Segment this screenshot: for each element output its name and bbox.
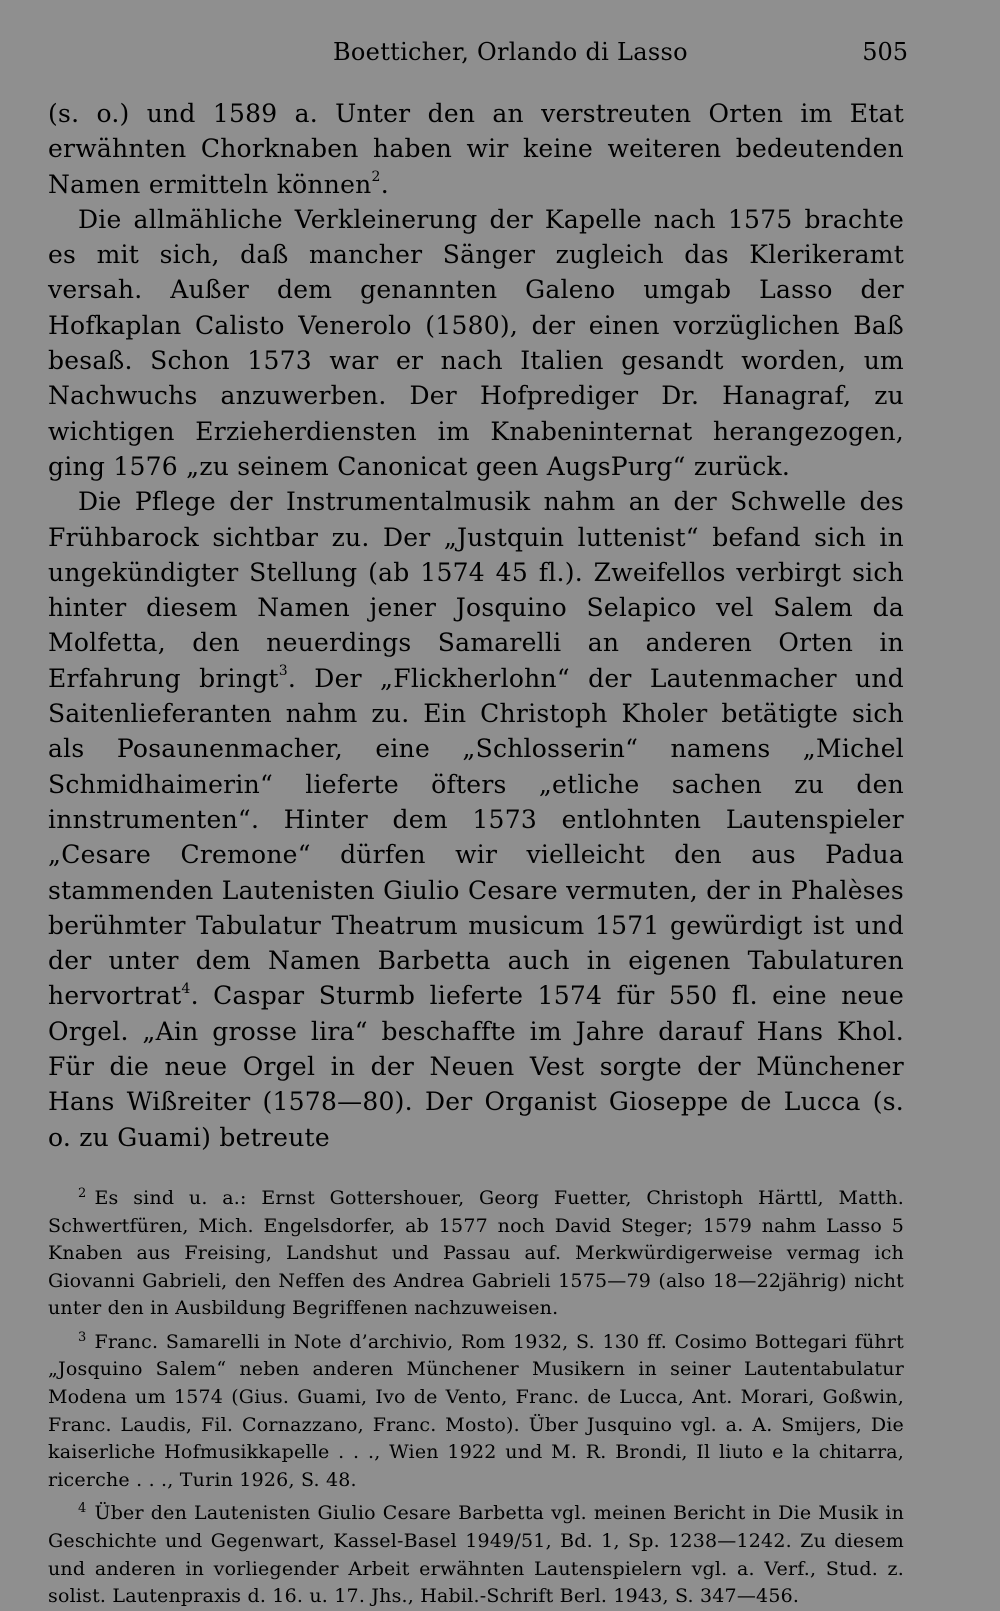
main-text bbox=[48, 96, 904, 1155]
running-head bbox=[48, 38, 908, 78]
paragraph-3 bbox=[48, 484, 904, 1155]
footnote-2 bbox=[48, 1185, 904, 1323]
paragraph-3-part-2: . Der „Flickherlohn“ der Lautenmacher und Saitenlieferanten nahm zu. Ein Christoph Kholer betätigte sich als Posaunenmacher, eine „Schlosserin“ namens „Michel Schmidhaimerin“ lieferte öfters „etliche sachen zu den innstrumenten“. Hinter dem 1573 entlohnten Lautenspieler „Cesare Cremone“ dürfen wir vielleicht den aus Padua stammenden Lautenisten Giulio Cesare vermuten, der in Phalèses berühmter Tabulatur Theatrum musicum 1571 gewürdigt ist und der unter dem Namen Barbetta auch in eigenen Tabulaturen hervortrat bbox=[48, 663, 905, 1011]
footnote-mark: 4 bbox=[78, 1501, 87, 1517]
paragraph-3-part-3: . Caspar Sturmb lieferte 1574 für 550 fl. eine neue Orgel. „Ain grosse lira“ beschaffte im Jahre darauf Hans Khol. Für die neue Orgel in der Neuen Vest sorgte der Münchener Hans Wißreiter (1578—80). Der Organist Gioseppe de Lucca (s. o. zu Guami) betreute bbox=[48, 981, 904, 1152]
footnote-mark: 2 bbox=[78, 1185, 87, 1201]
paragraph-2: Die allmähliche Verkleinerung der Kapelle nach 1575 brachte es mit sich, daß mancher Sänger zugleich das Klerikeramt versah. Außer dem genannten Galeno umgab Lasso der Hofkaplan Calisto Venerolo (1580), der einen vorzüglichen Baß besaß. Schon 1573 war er nach Italien gesandt worden, um Nachwuchs anzuwerben. Der Hofprediger Dr. Hanagraf, zu wichtigen Erzieherdiensten im Knabeninternat herangezogen, ging 1576 „zu seinem Canonicat geen AugsPurg“ zurück. bbox=[48, 204, 904, 481]
footnote-text: Es sind u. a.: Ernst Gottershouer, Georg Fuetter, Christoph Härttl, Matth. Schwertfüren, Mich. Engelsdorfer, ab 1577 noch David Steger; 1579 nahm Lasso 5 Knaben aus Freising, Landshut und Passau auf. Merkwürdigerweise vermag ich Giovanni Gabrieli, den Neffen des Andrea Gabrieli 1575—79 (also 18—22jährig) nicht unter den in Ausbildung Begriffenen nachzuweisen. bbox=[48, 1186, 904, 1320]
paragraph-1-end: . bbox=[380, 169, 389, 199]
paragraph-1 bbox=[48, 96, 904, 202]
footnote-4 bbox=[48, 1500, 904, 1610]
paragraph-3-part-1: Die Pflege der Instrumentalmusik nahm an der Schwelle des Frühbarock sichtbar zu. Der „Justquin luttenist“ befand sich in ungekündigter Stellung (ab 1574 45 fl.). Zweifellos verbirgt sich hinter diesem Namen jener Josquino Selapico vel Salem da Molfetta, den neuerdings Samarelli an anderen Orten in Erfahrung bringt bbox=[48, 487, 904, 693]
footnote-3 bbox=[48, 1329, 904, 1495]
running-title: Boetticher, Orlando di Lasso bbox=[333, 38, 688, 66]
footnote-ref-4[interactable]: 4 bbox=[181, 981, 191, 998]
paragraph-1-text: (s. o.) und 1589 a. Unter den an verstreuten Orten im Etat erwähnten Chorknaben haben wir keine weiteren bedeutenden Namen ermitteln können bbox=[48, 99, 904, 199]
footnote-ref-2[interactable]: 2 bbox=[371, 169, 381, 186]
footnote-mark: 3 bbox=[78, 1329, 87, 1345]
footnote-text: Franc. Samarelli in Note d’archivio, Rom 1932, S. 130 ff. Cosimo Bottegari führt „Josquino Salem“ neben anderen Münchener Musikern in seiner Lautentabulatur Modena um 1574 (Gius. Guami, Ivo de Vento, Franc. de Lucca, Ant. Morari, Goßwin, Franc. Laudis, Fil. Cornazzano, Franc. Mosto). Über Jusquino vgl. a. A. Smijers, Die kaiserliche Hofmusikkapelle . . ., Wien 1922 und M. R. Brondi, Il liuto e la chitarra, ricerche . . ., Turin 1926, S. 48. bbox=[48, 1330, 904, 1491]
page-number: 505 bbox=[862, 38, 908, 66]
footnotes bbox=[48, 1185, 904, 1611]
footnote-ref-3[interactable]: 3 bbox=[278, 663, 288, 680]
footnote-text: Über den Lautenisten Giulio Cesare Barbetta vgl. meinen Bericht in Die Musik in Geschichte und Gegenwart, Kassel-Basel 1949/51, Bd. 1, Sp. 1238—1242. Zu diesem und anderen in vorliegender Arbeit erwähnten Lautenspielern vgl. a. Verf., Stud. z. solist. Lautenpraxis d. 16. u. 17. Jhs., Habil.-Schrift Berl. 1943, S. 347—456. bbox=[48, 1502, 904, 1608]
